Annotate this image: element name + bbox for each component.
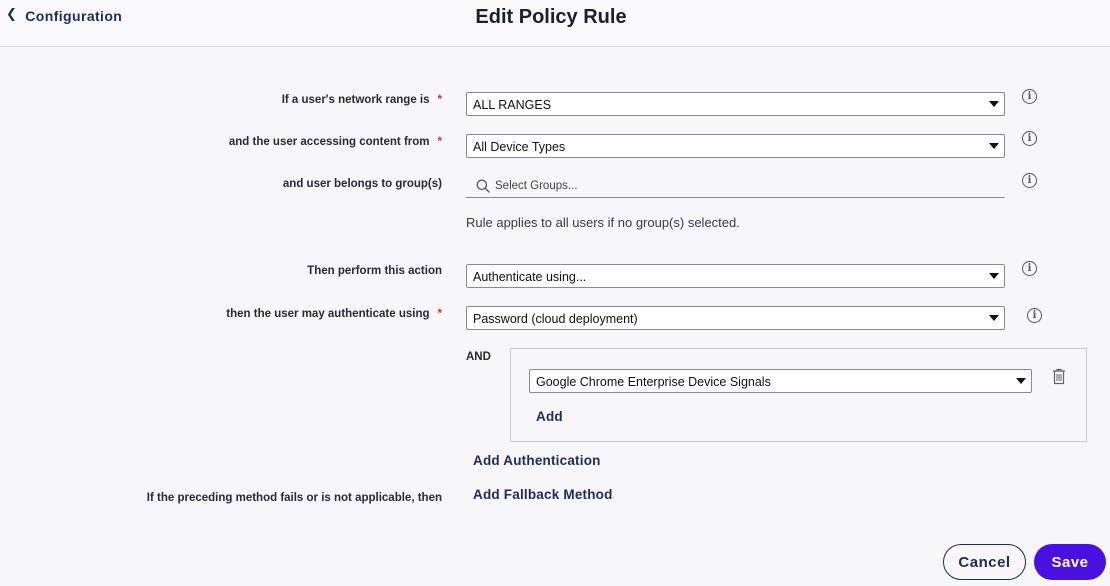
info-icon[interactable]: i [1022,173,1037,188]
info-icon[interactable]: i [1027,308,1042,323]
device-types-value: All Device Types [473,140,566,154]
device-signals-select[interactable] [529,369,1032,393]
caret-down-icon [989,143,999,149]
required-mark: * [437,94,442,106]
add-fallback-link[interactable]: Add Fallback Method [473,487,613,502]
caret-down-icon [1016,378,1026,384]
action-value: Authenticate using... [473,270,587,284]
required-mark: * [437,308,442,320]
add-condition-link[interactable]: Add [536,409,563,424]
header-bar [0,0,1110,47]
chevron-left-icon: ❮ [6,6,18,21]
save-button[interactable]: Save [1034,544,1106,580]
trash-icon[interactable] [1052,368,1066,385]
page-title: Edit Policy Rule [475,6,627,28]
add-authentication-link[interactable]: Add Authentication [473,453,601,468]
network-range-label: If a user's network range is * [281,94,442,106]
network-range-select[interactable] [466,92,1005,116]
caret-down-icon [989,101,999,107]
device-types-label: and the user accessing content from * [228,136,442,148]
back-link-label: Configuration [25,8,123,24]
device-signals-value: Google Chrome Enterprise Device Signals [536,375,771,389]
groups-label: and user belongs to group(s) [282,178,442,190]
and-condition-box [510,348,1087,442]
groups-hint: Rule applies to all users if no group(s) selected. [466,215,740,230]
network-range-value: ALL RANGES [473,98,552,112]
auth-method-label: then the user may authenticate using * [226,308,442,320]
caret-down-icon [989,273,999,279]
info-icon[interactable]: i [1022,89,1037,104]
groups-search-placeholder: Select Groups... [495,179,578,192]
action-select[interactable] [466,264,1005,288]
info-icon[interactable]: i [1022,131,1037,146]
groups-search-input[interactable] [466,174,1005,198]
search-icon [476,179,490,193]
device-types-select[interactable] [466,134,1005,158]
fallback-label: If the preceding method fails or is not applicable, then [146,492,442,504]
required-mark: * [437,136,442,148]
cancel-button[interactable]: Cancel [943,544,1026,580]
info-icon[interactable]: i [1022,261,1037,276]
action-label: Then perform this action [307,265,442,277]
auth-method-select[interactable] [466,306,1005,330]
auth-method-value: Password (cloud deployment) [473,312,638,326]
and-label: AND [466,351,491,363]
caret-down-icon [989,315,999,321]
